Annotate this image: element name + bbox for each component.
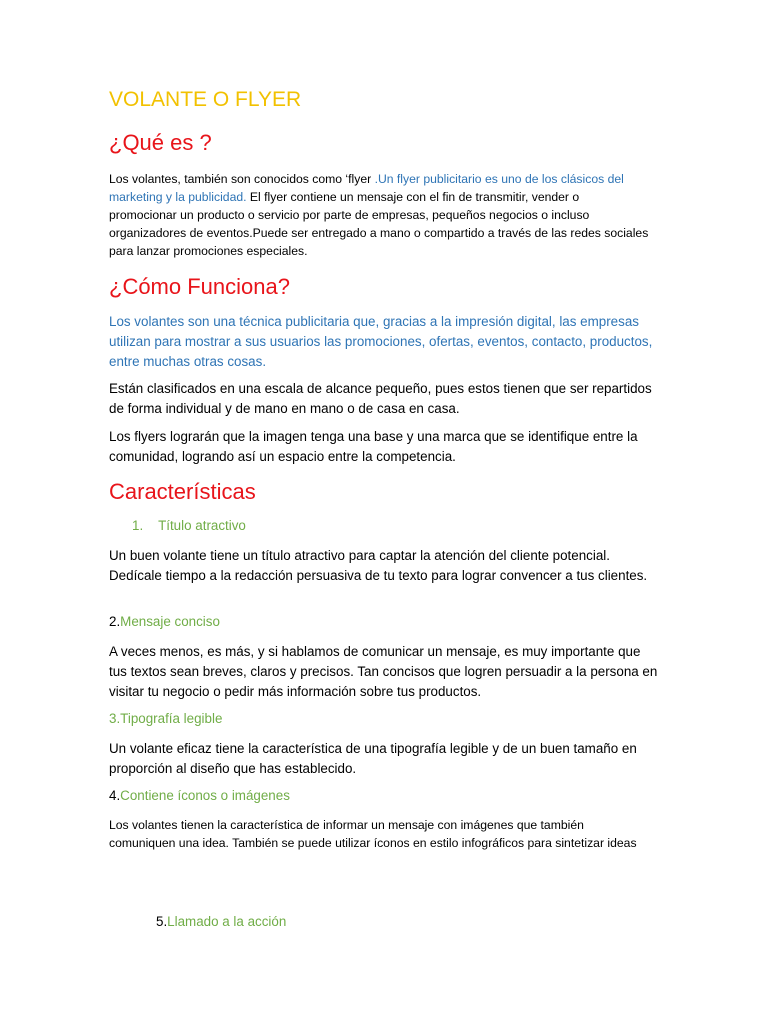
paragraph-que-es-part-a: Los volantes, también son conocidos como ‘flyer [109, 172, 375, 186]
list-item-text-2: A veces menos, es más, y si hablamos de comunicar un mensaje, es muy importante que tus textos sean breves, claros y precisos. Tan concisos que logren persuadir a la persona en visitar tu negocio o pedir más información sobre tus productos. [109, 644, 658, 699]
paragraph-que-es [109, 170, 649, 260]
list-item-heading-1 [132, 518, 246, 533]
document-title: VOLANTE O FLYER [109, 88, 302, 111]
list-item-label: Título atractivo [158, 518, 246, 533]
list-item-heading-4 [109, 788, 290, 803]
list-item-number: 5. [156, 914, 168, 929]
list-item-heading-3 [109, 711, 222, 726]
heading-que-es: ¿Qué es ? [109, 130, 212, 155]
list-item-text-4: Los volantes tienen la característica de informar un mensaje con imágenes que también comuniquen una idea. También se puede utilizar íconos en estilo infográficos para sintetizar ideas [109, 818, 637, 850]
heading-como-funciona: ¿Cómo Funciona? [109, 274, 290, 299]
paragraph-que-es-highlight: .Un flyer publicitario es uno de los clásicos del marketing y la publicidad. [109, 172, 624, 204]
list-item-label: Contiene íconos o imágenes [120, 788, 290, 803]
list-item-heading-5 [156, 914, 286, 929]
list-item-text-3: Un volante eficaz tiene la característica de una tipografía legible y de un buen tamaño en proporción al diseño que has establecido. [109, 741, 637, 776]
list-item-text-1: Un buen volante tiene un título atractivo para captar la atención del cliente potencial. Dedícale tiempo a la redacción persuasiva de tu texto para lograr convencer a tus clientes. [109, 548, 648, 583]
list-item-number: 3. [109, 711, 121, 726]
paragraph-como-funciona-1: Los volantes son una técnica publicitaria que, gracias a la impresión digital, las empresas utilizan para mostrar a sus usuarios las promociones, ofertas, eventos, contacto, productos, entre muchas otras cosas. [109, 314, 653, 369]
list-item-number: 4. [109, 788, 121, 803]
list-item-heading-2 [109, 614, 220, 629]
list-item-label: Mensaje conciso [120, 614, 220, 629]
paragraph-como-funciona-2: Están clasificados en una escala de alcance pequeño, pues estos tienen que ser repartidos de forma individual y de mano en mano o de casa en casa. [109, 381, 652, 416]
heading-caracteristicas: Características [109, 479, 256, 504]
list-item-number: 2. [109, 614, 121, 629]
paragraph-que-es-part-b: El flyer contiene un mensaje con el fin de transmitir, vender o promocionar un producto o servicio por parte de empresas, pequeños negocios o incluso organizadores de eventos.Puede ser entregado a mano o compartido a través de las redes sociales para lanzar promociones especiales. [109, 190, 649, 258]
list-item-label: Tipografía legible [120, 711, 223, 726]
list-item-label: Llamado a la acción [167, 914, 287, 929]
paragraph-como-funciona-3: Los flyers lograrán que la imagen tenga una base y una marca que se identifique entre la comunidad, logrando así un espacio entre la competencia. [109, 429, 638, 464]
list-item-number: 1. [132, 518, 144, 533]
